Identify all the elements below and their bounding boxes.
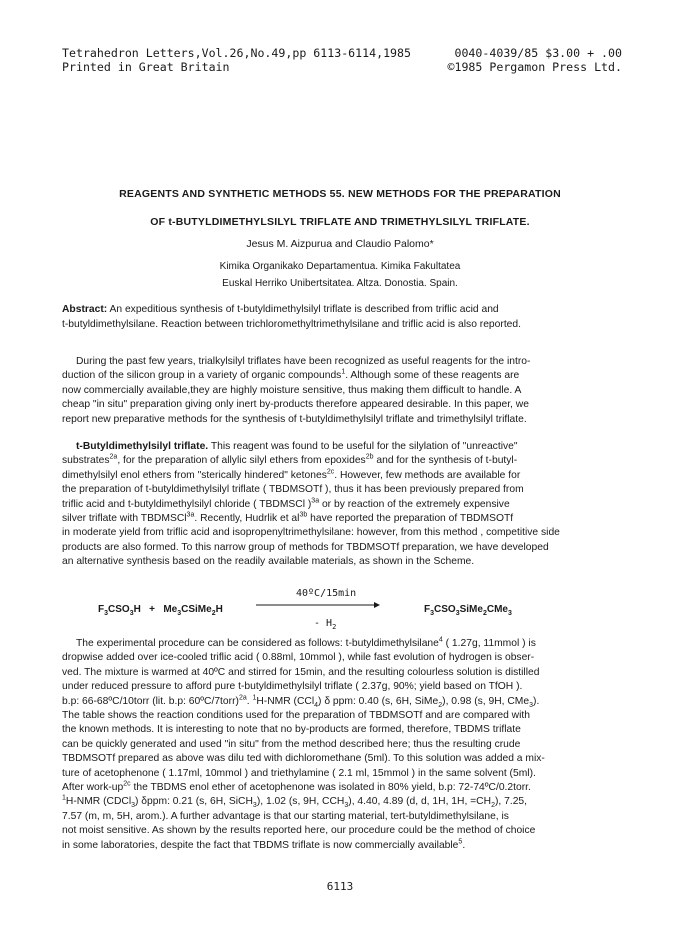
product: $F_3CSO_3SiMe_2CMe_3$: [424, 604, 512, 617]
affiliation-line-1: Kimika Organikako Departamentua. Kimika Fakultatea: [219, 261, 461, 272]
authors: Jesus M. Aizpurua and Claudio Palomo*: [246, 238, 434, 250]
intro-line: cheap "in situ" preparation giving only inert by-products therefore appeared desirable. In this paper, we: [62, 399, 529, 411]
journal-header: [62, 46, 622, 74]
reaction-conditions: 40ºC/15min: [296, 588, 357, 599]
tbdms-paragraph: t-Butyldimethylsilyl triflate. This reagent was found to be useful for the silylation of "unreactive" substrates$^{2a}$, for the preparation of allylic silyl ethers from epoxides$^{2b}$ and for the synthesis of t-butyl- dimethylsilyl enol ethers from "sterically hindered" ketones$^{2c}$. However, few methods are available for the preparation of t-butyldimethylsilyl triflate ( TBDMSOTf ), thus it has been previously prepared from triflic acid and t-butyldimethylsilyl chloride ( TBDMSCl )$^{3a}$ or by reaction of the extremely expensive silver triflate with TBDMSCl$^{3a}$. Recently, Hudrlik et $al^{3b}$ have reported the preparation of TBDMSOTf in moderate yield from triflic acid and isopropenyltrimethylsilane: however, from this method , competitive side products are also formed. To this narrow group of methods for TBDMSOTf preparation, we have developed an alternative synthesis based on the readily available materials, as shown in the Scheme.: [62, 441, 560, 568]
journal-citation: Tetrahedron Letters,Vol.26,No.49,pp 6113-6114,1985: [62, 46, 412, 60]
plus-sign: +: [149, 604, 155, 615]
reaction-arrow: [256, 601, 380, 609]
intro-line: During the past few years, trialkylsilyl triflates have been recognized as useful reagents for the intro-: [76, 356, 531, 367]
reaction-scheme: [62, 588, 618, 638]
ref-sup: 1: [341, 368, 346, 376]
byproduct: - $H_2$: [314, 618, 337, 631]
printed-in: Printed in Great Britain: [62, 60, 230, 74]
intro-paragraph: [62, 355, 618, 427]
title-line-1: REAGENTS AND SYNTHETIC METHODS 55. NEW METHODS FOR THE PREPARATION: [119, 188, 561, 200]
intro-line: duction of the silicon group in a variety of organic compounds$^1$. Although some of these reagents are: [62, 368, 520, 382]
section-heading: t-Butyldimethylsilyl triflate.: [76, 441, 209, 452]
abstract-text-1: An expeditious synthesis of t-butyldimethylsilyl triflate is described from triflic acid and: [107, 304, 499, 315]
abstract: [62, 303, 614, 332]
abstract-text-2: t-butyldimethylsilane. Reaction between trichloromethyltrimethylsilane and triflic acid is also reported.: [62, 318, 521, 330]
abstract-label: Abstract:: [62, 304, 108, 315]
page-number: 6113: [326, 880, 354, 893]
affiliation-line-2: Euskal Herriko Unibertsitatea. Altza. Donostia. Spain.: [222, 278, 458, 289]
intro-line: now commercially available,they are highly moisture sensitive, thus making them difficult to handle. A: [62, 384, 522, 396]
intro-line: report new preparative methods for the synthesis of t-butyldimethylsilyl triflate and trimethylsilyl triflate.: [62, 413, 527, 425]
issn-price: 0040-4039/85 $3.00 + .00: [454, 46, 622, 60]
reactants: $F_3CSO_3H$ + $Me_3CSiMe_2H$: [98, 604, 223, 617]
article-title: [62, 180, 618, 236]
affiliation: [62, 258, 618, 292]
title-line-2: OF t-BUTYLDIMETHYLSILYL TRIFLATE AND TRIMETHYLSILYL TRIFLATE.: [150, 216, 530, 228]
experimental-paragraph: The experimental procedure can be considered as follows: t-butyldimethylsilane$^4$ ( 1.27g, 11mmol ) is dropwise added over ice-cooled triflic acid ( 0.88ml, 10mmol ), while fast evolution of hydrogen is obser- ved. The mixture is warmed at 40ºC and stirred for 15min, and the resulting colourless solution is distilled under reduced pressure to afford pure t-butyldimethylsilyl triflate ( 2.37g, 90%; yield based on TfOH ). b.p: 66-68ºC/10torr (lit. b.p: 60ºC/7torr)$^{2a}$. $^1$H-NMR (CCl$_4$) δ ppm: 0.40 (s, 6H, SiMe$_2$), 0.98 (s, 9H, CMe$_3$). The table shows the reaction conditions used for the preparation of TBDMSOTf and are compared with the known methods. It is interesting to note that no by-products are formed, therefore, TBDMS triflate can be quickly generated and used "in situ" from the method described here; thus the resulting crude TBDMSOTf prepared as above was dilu ted with dichloromethane (5ml). To this solution was added a mix- ture of acetophenone ( 1.17ml, 10mmol ) and triethylamine ( 2.1 ml, 15mmol ) in the same solvent (5ml). After work-$up^{2c}$ the TBDMS enol ether of acetophenone was isolated in 80% yield, b.p: 72-74ºC/0.2torr. $^1$H-NMR (CDCl$_3$) δppm: 0.21 (s, 6H, SiCH$_3$), 1.02 (s, 9H, $CCH_3$), 4.40, 4.89 (d, d, 1H, 1H, $=CH_2$), 7.25, 7.57 (m, m, 5H, arom.). A further advantage is that our starting material, tert-butyldimethylsilane, is not moist sensitive. As shown by the results reported here, our procedure could be the method of choice in some laboratories, despite the fact that TBDMS triflate is now commercially available$^5$.: [62, 636, 545, 851]
copyright: ©1985 Pergamon Press Ltd.: [447, 60, 622, 74]
